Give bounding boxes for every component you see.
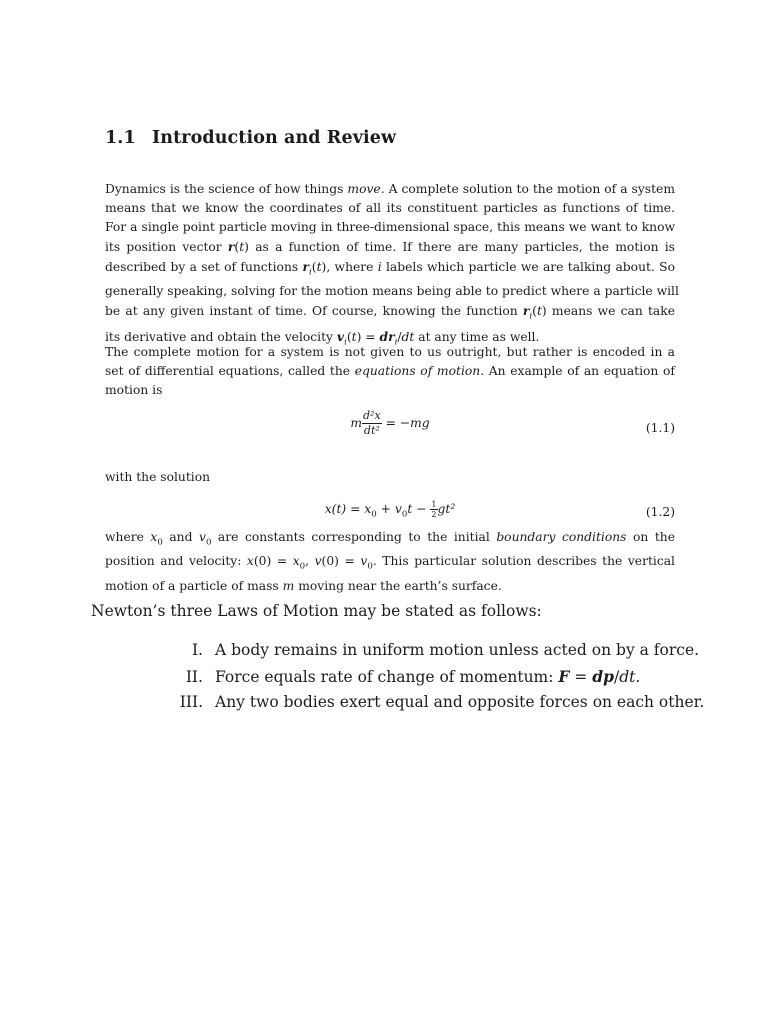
law-numeral: II.: [185, 668, 203, 686]
law-text: Force equals rate of change of momentum: F = dp/dt.: [215, 667, 641, 686]
paragraph-boundary-conditions: [105, 528, 675, 596]
paragraph-equations-of-motion: [105, 343, 675, 400]
paragraph-dynamics: [105, 180, 679, 352]
laws-list: [160, 641, 704, 719]
law-numeral: I.: [191, 641, 203, 659]
equation-body: m $\frac{\text{d²x}}{\text{dt²}}$ = −mg: [350, 409, 430, 437]
law-numeral: III.: [179, 693, 203, 711]
paragraph-with-solution: [105, 468, 675, 487]
equation-number: (1.1): [645, 421, 675, 435]
text-line: its derivative and obtain the velocity $v_i(t) = dr_i/dt$ at any time as well.: [105, 328, 540, 348]
equation-1-1: [105, 409, 675, 449]
text-line: The complete motion for a system is not given to us outright, but rather is encoded in a: [105, 345, 675, 359]
text-line: Dynamics is the science of how things move. A complete solution to the motion of a system: [105, 182, 675, 196]
list-item: [160, 667, 704, 693]
text-line: described by a set of functions $r_i(t)$, where i labels which particle we are talking about. So: [105, 259, 675, 278]
law-text: A body remains in uniform motion unless acted on by a force.: [215, 641, 700, 659]
text-line: For a single point particle moving in three-dimensional space, this means we want to know: [105, 220, 675, 234]
text-line: with the solution: [105, 470, 211, 484]
text-line: its position vector r(t) as a function of time. If there are many particles, the motion is: [105, 239, 675, 254]
section-heading: [105, 128, 396, 148]
text-line: set of differential equations, called the equations of motion. An example of an equation of: [105, 364, 675, 378]
text-line: means that we know the coordinates of all its constituent particles as functions of time.: [105, 201, 675, 215]
section-title: Introduction and Review: [152, 128, 397, 148]
equation-1-2: [105, 500, 675, 526]
equation-body: $x(t) = x_0 + v_0t$ − $\frac{1}{2}gt^2$: [324, 500, 456, 520]
equation-number: (1.2): [645, 505, 675, 519]
list-item: [160, 693, 704, 719]
laws-intro: Newton’s three Laws of Motion may be stated as follows:: [91, 602, 542, 620]
text-line: generally speaking, solving for the motion means being able to predict where a particle will: [105, 284, 679, 299]
section-number: 1.1: [105, 128, 136, 148]
text-line: be at any given instant of time. Of course, knowing the function $r_i(t)$ means we can take: [105, 303, 675, 322]
list-item: [160, 641, 704, 667]
text-line: position and velocity: $x(0) = x_0$, $v(0) = v_0$. This particular solution describes the vertical: [105, 554, 675, 572]
law-text: Any two bodies exert equal and opposite forces on each other.: [215, 693, 705, 711]
text-line: where $x_0$ and $v_0$ are constants corresponding to the initial boundary conditions on the: [105, 530, 675, 548]
text-line: motion is: [105, 383, 163, 397]
text-line: motion of a particle of mass m moving near the earth’s surface.: [105, 578, 502, 593]
